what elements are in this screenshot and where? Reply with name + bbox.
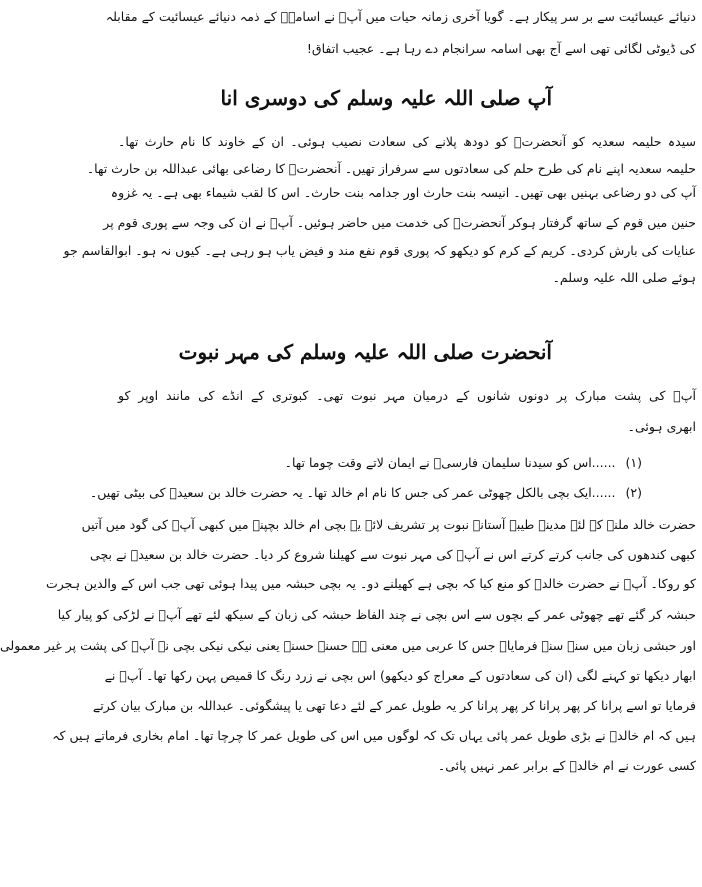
text-line: ہیں کہ ام خالدؓ نے بڑی طویل عمر پائی یہاں تک کہ لوگوں میں اس کی طویل عمر کا چرچا تھا۔ امام بخاری فرماتے ہیں کہ <box>52 728 696 743</box>
text-line: حبشہ کر گئے تھے چھوٹی عمر کے بچوں سے اس بچی نے چند الفاظ حبشہ کی زبان کے سیکھ لئے تھے آپؐ نے لڑکی کو پیار کیا <box>57 607 696 622</box>
text-line: ابھری ہوئی۔ <box>627 419 696 434</box>
list-item-text: ......اس کو سیدنا سلیمان فارسیؓ نے ایمان لاتے وقت چوما تھا۔ <box>284 455 616 470</box>
text-line: دنیائے عیسائیت سے بر سر پیکار ہے۔ گویا آخری زمانہ حیات میں آپؐ نے اسامہؓ کے ذمہ دنیائے عیسائیت کے مقابلہ <box>105 9 696 24</box>
text-line: آپ کی دو رضاعی بہنیں بھی تھیں۔ انیسہ بنت حارث اور جدامہ بنت حارث۔ اس کا لقب شیماء بھی ہے۔ یہ غزوہ <box>110 185 696 200</box>
list-item-text: ......ایک بچی بالکل چھوٹی عمر کی جس کا نام ام خالد تھا۔ یہ حضرت خالد بن سعیدؓ کی بیٹی تھیں۔ <box>89 485 616 500</box>
text-line: حلیمہ سعدیہ اپنے نام کی طرح حلم کی سعادتوں سے سرفراز تھیں۔ آنحضرتؐ کا رضاعی بھائی عبداللہ بن حارث تھا۔ <box>86 161 696 176</box>
list-item-number: (۱) <box>625 455 642 470</box>
text-line: کسی عورت نے ام خالدؓ کے برابر عمر نہیں پائی۔ <box>437 758 696 773</box>
text-line: سیدہ حلیمہ سعدیہ کو آنحضرتؐ کو دودھ پلانے کی سعادت نصیب ہوئی۔ ان کے خاوند کا نام حارث تھا۔ <box>118 134 696 149</box>
text-line: فرمایا تو اسے پرانا کر پھر پرانا کر پھر پرانا کر یہ طویل عمر کے لئے دعا تھی یا پیشگوئی۔ عبداللہ بن مبارک بیان کرتے <box>92 698 696 713</box>
text-line: ابھار دیکھا تو کہنے لگی (ان کی سعادتوں کے معراج کو دیکھو) اس بچی نے زرد رنگ کا قمیص پہن رکھا تھا۔ آپؐ نے <box>104 668 696 683</box>
text-line: آپؐ کی پشت مبارک پر دونوں شانوں کے درمیان مہر نبوت تھی۔ کبوتری کے انڈے کی مانند اوپر کو <box>118 388 696 403</box>
text-line: کی ڈیوٹی لگائی تھی اسے آج بھی اسامہ سرانجام دے رہا ہے۔ عجیب اتفاق! <box>306 41 696 56</box>
text-line: کو روکا۔ آپؐ نے حضرت خالدؓ کو منع کیا کہ بچی ہے کھیلنے دو۔ یہ بچی حبشہ میں پیدا ہوئی تھی جب اس کے والدین ہجرت <box>46 576 696 591</box>
section-heading: آپ صلی اللہ علیہ وسلم کی دوسری انا <box>220 86 552 110</box>
text-line: عنایات کی بارش کردی۔ کریم کے کرم کو دیکھو کہ پوری قوم نفع مند و فیض یاب ہو رہی ہے۔ کیوں نہ ہو۔ ابوالقاسم جو <box>63 243 696 258</box>
list-item-number: (۲) <box>625 485 642 500</box>
section-heading: آنحضرت صلی اللہ علیہ وسلم کی مہر نبوت <box>178 340 552 364</box>
text-line: حضرت خالد ملنے کے لئے مدینہ طیبہ آستانہ نبوت پر تشریف لائے یہ بچی ام خالد بچپنے میں کبھی آپؐ کی گود میں آتیں <box>81 517 696 532</box>
text-line: ہوئے صلی اللہ علیہ وسلم۔ <box>552 270 696 285</box>
list-item <box>90 484 642 502</box>
text-line: کبھی کندھوں کی جانب کرتے کرتے اس نے آپؐ کی مہر نبوت سے کھیلنا شروع کر دیا۔ حضرت خالد بن سعیدؓ نے بچی <box>90 547 696 562</box>
list-item <box>285 454 642 472</box>
text-line: حنین میں قوم کے ساتھ گرفتار ہوکر آنحضرتؐ کی خدمت میں حاضر ہوئیں۔ آپؐ نے ان کی وجہ سے پوری قوم پر <box>103 215 696 230</box>
text-line: اور حبشی زبان میں سنہ سنہ فرمایا۔ جس کا عربی میں معنی ہے حسنہ حسنہ یعنی نیکی نیکی بچی نے آپؐ کی پشت پر غیر معمولی <box>0 638 696 653</box>
